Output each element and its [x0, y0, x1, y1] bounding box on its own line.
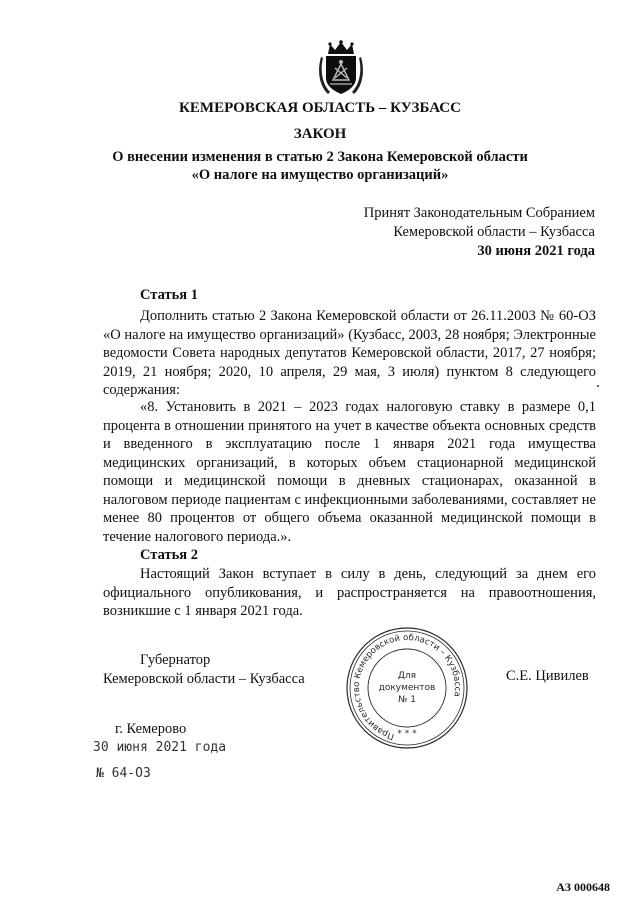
typed-date: 30 июня 2021 года	[93, 740, 227, 755]
signatory-title-line2: Кемеровской области – Кузбасса	[103, 671, 305, 687]
law-title-line2: «О налоге на имущество организаций»	[191, 167, 449, 183]
law-title-line1: О внесении изменения в статью 2 Закона Кемеровской области	[112, 149, 528, 165]
margin-dot	[597, 385, 599, 387]
stamp-inner-line3: № 1	[398, 695, 416, 705]
article2-paragraph: Настоящий Закон вступает в силу в день, следующий за днем его официального опубликования, и распространяется на правоотношения, возникшие с 1 января 2021 года.	[103, 566, 596, 619]
coat-of-arms-icon	[318, 40, 364, 96]
article1-paragraph2: «8. Установить в 2021 – 2023 годах налоговую ставку в размере 0,1 процента в отношении принятого на учет в качестве объекта основных средств и введенного в эксплуатацию после 1 января 2021 года имущества медицинских организаций, в которых объем стационарной медицинской помощи и медицинской помощи в дневных стационарах, оказанной в налоговом периоде пациентам с инфекционными заболеваниями, составляет не менее 80 процентов от общего объема оказанной медицинской помощи в течение налогового периода.».	[103, 399, 596, 545]
article1-paragraph1: Дополнить статью 2 Закона Кемеровской области от 26.11.2003 № 60-ОЗ «О налоге на имущество организаций» (Кузбасс, 2003, 28 ноября; Электронные ведомости Совета народных депутатов Кемеровской области, 2017, 27 ноября; 2019, 21 ноября; 2020, 10 апреля, 29 мая, 3 июля) пунктом 8 следующего содержания:	[103, 308, 596, 398]
adoption-line1: Принят Законодательным Собранием	[363, 205, 595, 221]
official-stamp	[345, 626, 469, 750]
article2-heading: Статья 2	[140, 547, 198, 563]
adoption-block	[364, 204, 595, 261]
document-type-heading: ЗАКОН	[293, 126, 347, 142]
stamp-inner-line1: Для	[397, 671, 417, 681]
region-heading: КЕМЕРОВСКАЯ ОБЛАСТЬ – КУЗБАСС	[179, 100, 461, 116]
adoption-date: 30 июня 2021 года	[477, 243, 595, 259]
typed-number: № 64-ОЗ	[96, 766, 151, 781]
signatory-name: С.Е. Цивилев	[506, 668, 589, 684]
stamp-inner-line2: документов	[378, 683, 436, 693]
form-serial-number: АЗ 000648	[556, 880, 610, 894]
adoption-line2: Кемеровской области – Кузбасса	[393, 224, 595, 240]
stamp-ring-text: Правительство Кемеровской области – Кузбасса	[351, 632, 463, 742]
signatory-title-line1: Губернатор	[140, 652, 211, 668]
article1-heading: Статья 1	[140, 287, 198, 303]
signatory-title	[103, 651, 305, 689]
stamp-stars: * * *	[397, 729, 417, 739]
city-label: г. Кемерово	[115, 721, 187, 737]
